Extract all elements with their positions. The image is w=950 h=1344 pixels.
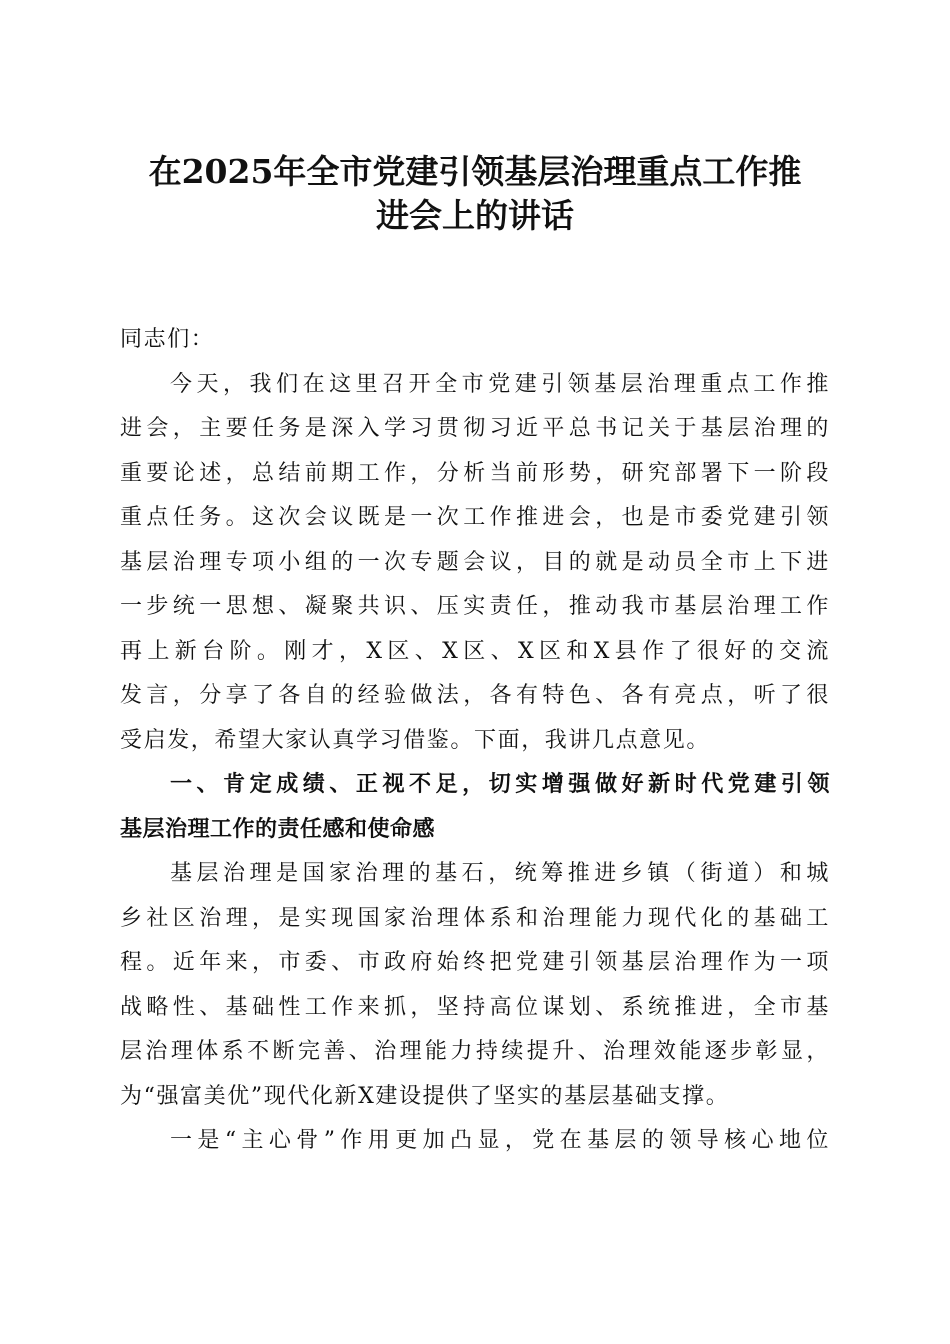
section-heading-line: 一、肯定成绩、正视不足，切实增强做好新时代党建引领 <box>170 772 830 797</box>
paragraph-line: 一是“主心骨”作用更加凸显，党在基层的领导核心地位 <box>170 1128 830 1153</box>
document-title <box>120 150 830 238</box>
document-body <box>120 318 830 1164</box>
paragraph-line: 再上新台阶。刚才，X区、X区、X区和X县作了很好的交流 <box>120 638 830 664</box>
paragraph-line: 程。近年来，市委、市政府始终把党建引领基层治理作为一项 <box>120 950 830 975</box>
paragraph-line: 一步统一思想、凝聚共识、压实责任，推动我市基层治理工作 <box>120 594 830 619</box>
section-heading-line: 基层治理工作的责任感和使命感 <box>120 816 436 842</box>
paragraph-line: 受启发，希望大家认真学习借鉴。下面，我讲几点意见。 <box>120 727 711 753</box>
paragraph-line: 发言，分享了各自的经验做法，各有特色、各有亮点，听了很 <box>120 683 830 708</box>
title-line: 在2025年全市党建引领基层治理重点工作推 <box>148 152 802 191</box>
paragraph-line: 重点任务。这次会议既是一次工作推进会，也是市委党建引领 <box>120 505 830 530</box>
paragraph-line: 为“强富美优”现代化新X建设提供了坚实的基层基础支撑。 <box>120 1083 730 1109</box>
salutation: 同志们： <box>120 327 215 352</box>
paragraph-line: 今天，我们在这里召开全市党建引领基层治理重点工作推 <box>170 371 830 397</box>
paragraph-line: 战略性、基础性工作来抓，坚持高位谋划、系统推进，全市基 <box>120 994 830 1020</box>
paragraph-line: 进会，主要任务是深入学习贯彻习近平总书记关于基层治理的 <box>120 416 830 441</box>
paragraph-line: 重要论述，总结前期工作，分析当前形势，研究部署下一阶段 <box>120 460 830 486</box>
paragraph-line: 层治理体系不断完善、治理能力持续提升、治理效能逐步彰显， <box>120 1039 830 1064</box>
paragraph-line: 基层治理专项小组的一次专题会议，目的就是动员全市上下进 <box>120 549 830 575</box>
paragraph-line: 乡社区治理，是实现国家治理体系和治理能力现代化的基础工 <box>120 905 830 931</box>
title-line: 进会上的讲话 <box>376 196 574 235</box>
paragraph-line: 基层治理是国家治理的基石，统筹推进乡镇（街道）和城 <box>170 861 830 886</box>
